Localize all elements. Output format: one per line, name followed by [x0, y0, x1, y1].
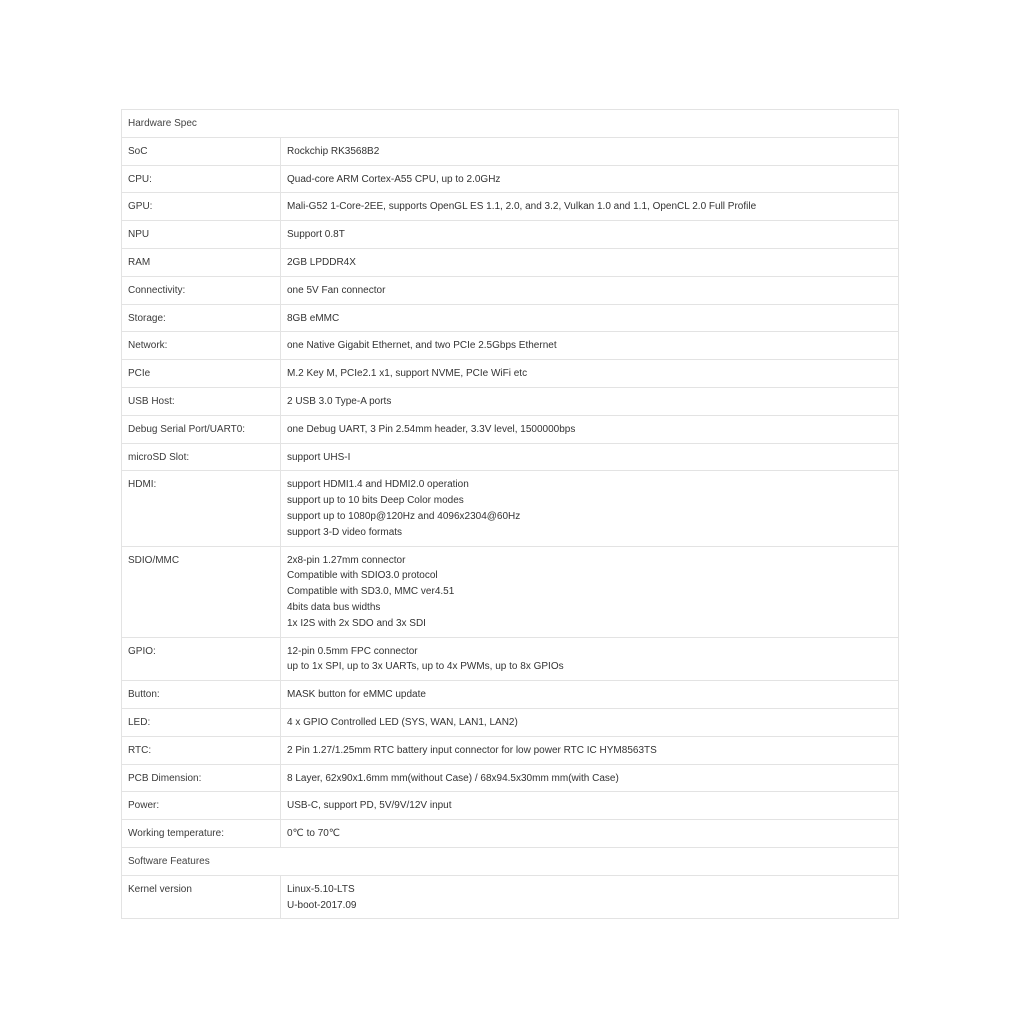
- spec-value-line: one 5V Fan connector: [287, 284, 386, 296]
- spec-label: RAM: [122, 248, 281, 276]
- spec-value-line: 1x I2S with 2x SDO and 3x SDI: [287, 617, 426, 629]
- spec-row-hdmi: [122, 471, 899, 546]
- spec-row-soc: [122, 137, 899, 165]
- spec-row-kernel-version: [122, 875, 899, 919]
- spec-label: RTC:: [122, 736, 281, 764]
- spec-label: GPIO:: [122, 637, 281, 681]
- spec-value-line: Linux-5.10-LTS: [287, 883, 355, 895]
- section-title-software: Software Features: [122, 847, 899, 875]
- spec-value-line: Compatible with SDIO3.0 protocol: [287, 570, 438, 582]
- spec-value: [281, 471, 899, 546]
- spec-label: GPU:: [122, 193, 281, 221]
- spec-value: [281, 248, 899, 276]
- spec-value: [281, 443, 899, 471]
- spec-row-working-temperature: [122, 820, 899, 848]
- section-title-hardware: Hardware Spec: [122, 110, 899, 138]
- spec-label: Debug Serial Port/UART0:: [122, 415, 281, 443]
- spec-label: Network:: [122, 332, 281, 360]
- spec-value-line: 12-pin 0.5mm FPC connector: [287, 645, 418, 657]
- spec-row-pcie: [122, 360, 899, 388]
- spec-value-line: 2GB LPDDR4X: [287, 256, 356, 268]
- spec-label: microSD Slot:: [122, 443, 281, 471]
- spec-row-button: [122, 681, 899, 709]
- spec-row-connectivity: [122, 276, 899, 304]
- spec-value: [281, 637, 899, 681]
- spec-value-line: 2 USB 3.0 Type-A ports: [287, 395, 392, 407]
- spec-value: [281, 137, 899, 165]
- spec-value: [281, 193, 899, 221]
- spec-value-line: Support 0.8T: [287, 229, 345, 241]
- spec-value: [281, 360, 899, 388]
- spec-value: [281, 546, 899, 637]
- spec-row-usb-host: [122, 387, 899, 415]
- spec-value: [281, 681, 899, 709]
- spec-value-line: USB-C, support PD, 5V/9V/12V input: [287, 800, 452, 812]
- spec-value-line: Compatible with SD3.0, MMC ver4.51: [287, 586, 455, 598]
- spec-row-ram: [122, 248, 899, 276]
- spec-value-line: 4 x GPIO Controlled LED (SYS, WAN, LAN1, LAN2): [287, 716, 518, 728]
- spec-value-line: up to 1x SPI, up to 3x UARTs, up to 4x PWMs, up to 8x GPIOs: [287, 661, 564, 673]
- spec-value-line: 8 Layer, 62x90x1.6mm mm(without Case) / 68x94.5x30mm mm(with Case): [287, 772, 619, 784]
- spec-label: PCB Dimension:: [122, 764, 281, 792]
- spec-row-cpu: [122, 165, 899, 193]
- spec-row-led: [122, 708, 899, 736]
- spec-value: [281, 304, 899, 332]
- spec-value-line: support up to 1080p@120Hz and 4096x2304@60Hz: [287, 510, 521, 522]
- spec-value: [281, 221, 899, 249]
- spec-row-sdio-mmc: [122, 546, 899, 637]
- spec-row-gpio: [122, 637, 899, 681]
- spec-label: USB Host:: [122, 387, 281, 415]
- spec-value: [281, 736, 899, 764]
- spec-value-line: 2 Pin 1.27/1.25mm RTC battery input connector for low power RTC IC HYM8563TS: [287, 744, 657, 756]
- spec-value-line: one Debug UART, 3 Pin 2.54mm header, 3.3V level, 1500000bps: [287, 423, 576, 435]
- spec-label: Button:: [122, 681, 281, 709]
- hardware-spec-table: [121, 109, 899, 919]
- spec-label: Storage:: [122, 304, 281, 332]
- spec-value-line: 0℃ to 70℃: [287, 828, 341, 840]
- spec-label: Working temperature:: [122, 820, 281, 848]
- spec-row-power: [122, 792, 899, 820]
- spec-value-line: 8GB eMMC: [287, 312, 340, 324]
- section-row-software: [122, 847, 899, 875]
- spec-value-line: support 3-D video formats: [287, 526, 403, 538]
- spec-label: SDIO/MMC: [122, 546, 281, 637]
- spec-value-line: M.2 Key M, PCIe2.1 x1, support NVME, PCIe WiFi etc: [287, 368, 528, 380]
- spec-value-line: 4bits data bus widths: [287, 601, 381, 613]
- spec-value: [281, 708, 899, 736]
- spec-value: [281, 387, 899, 415]
- spec-value-line: one Native Gigabit Ethernet, and two PCIe 2.5Gbps Ethernet: [287, 340, 557, 352]
- spec-table-body: [122, 110, 899, 919]
- spec-label: Power:: [122, 792, 281, 820]
- spec-row-debug-serial-port-uart0: [122, 415, 899, 443]
- spec-label: LED:: [122, 708, 281, 736]
- spec-value: [281, 276, 899, 304]
- spec-label: Connectivity:: [122, 276, 281, 304]
- spec-value: [281, 332, 899, 360]
- spec-value: [281, 165, 899, 193]
- spec-row-npu: [122, 221, 899, 249]
- spec-row-gpu: [122, 193, 899, 221]
- spec-label: NPU: [122, 221, 281, 249]
- spec-value-line: U-boot-2017.09: [287, 899, 357, 911]
- spec-label: CPU:: [122, 165, 281, 193]
- spec-label: SoC: [122, 137, 281, 165]
- spec-row-storage: [122, 304, 899, 332]
- spec-value: [281, 820, 899, 848]
- spec-value: [281, 875, 899, 919]
- spec-row-microsd-slot: [122, 443, 899, 471]
- spec-value-line: MASK button for eMMC update: [287, 689, 426, 701]
- spec-value-line: support UHS-I: [287, 451, 351, 463]
- spec-label: Kernel version: [122, 875, 281, 919]
- spec-value: [281, 764, 899, 792]
- spec-row-rtc: [122, 736, 899, 764]
- spec-value-line: support HDMI1.4 and HDMI2.0 operation: [287, 479, 469, 491]
- spec-value: [281, 792, 899, 820]
- spec-row-pcb-dimension: [122, 764, 899, 792]
- spec-value-line: Quad-core ARM Cortex-A55 CPU, up to 2.0GHz: [287, 173, 501, 185]
- spec-label: HDMI:: [122, 471, 281, 546]
- spec-value-line: 2x8-pin 1.27mm connector: [287, 554, 406, 566]
- spec-label: PCIe: [122, 360, 281, 388]
- spec-value: [281, 415, 899, 443]
- spec-value-line: Rockchip RK3568B2: [287, 145, 380, 157]
- spec-row-network: [122, 332, 899, 360]
- section-row-hardware: [122, 110, 899, 138]
- spec-value-line: support up to 10 bits Deep Color modes: [287, 495, 464, 507]
- spec-value-line: Mali-G52 1-Core-2EE, supports OpenGL ES 1.1, 2.0, and 3.2, Vulkan 1.0 and 1.1, OpenCL 2.0 Full Profile: [287, 201, 757, 213]
